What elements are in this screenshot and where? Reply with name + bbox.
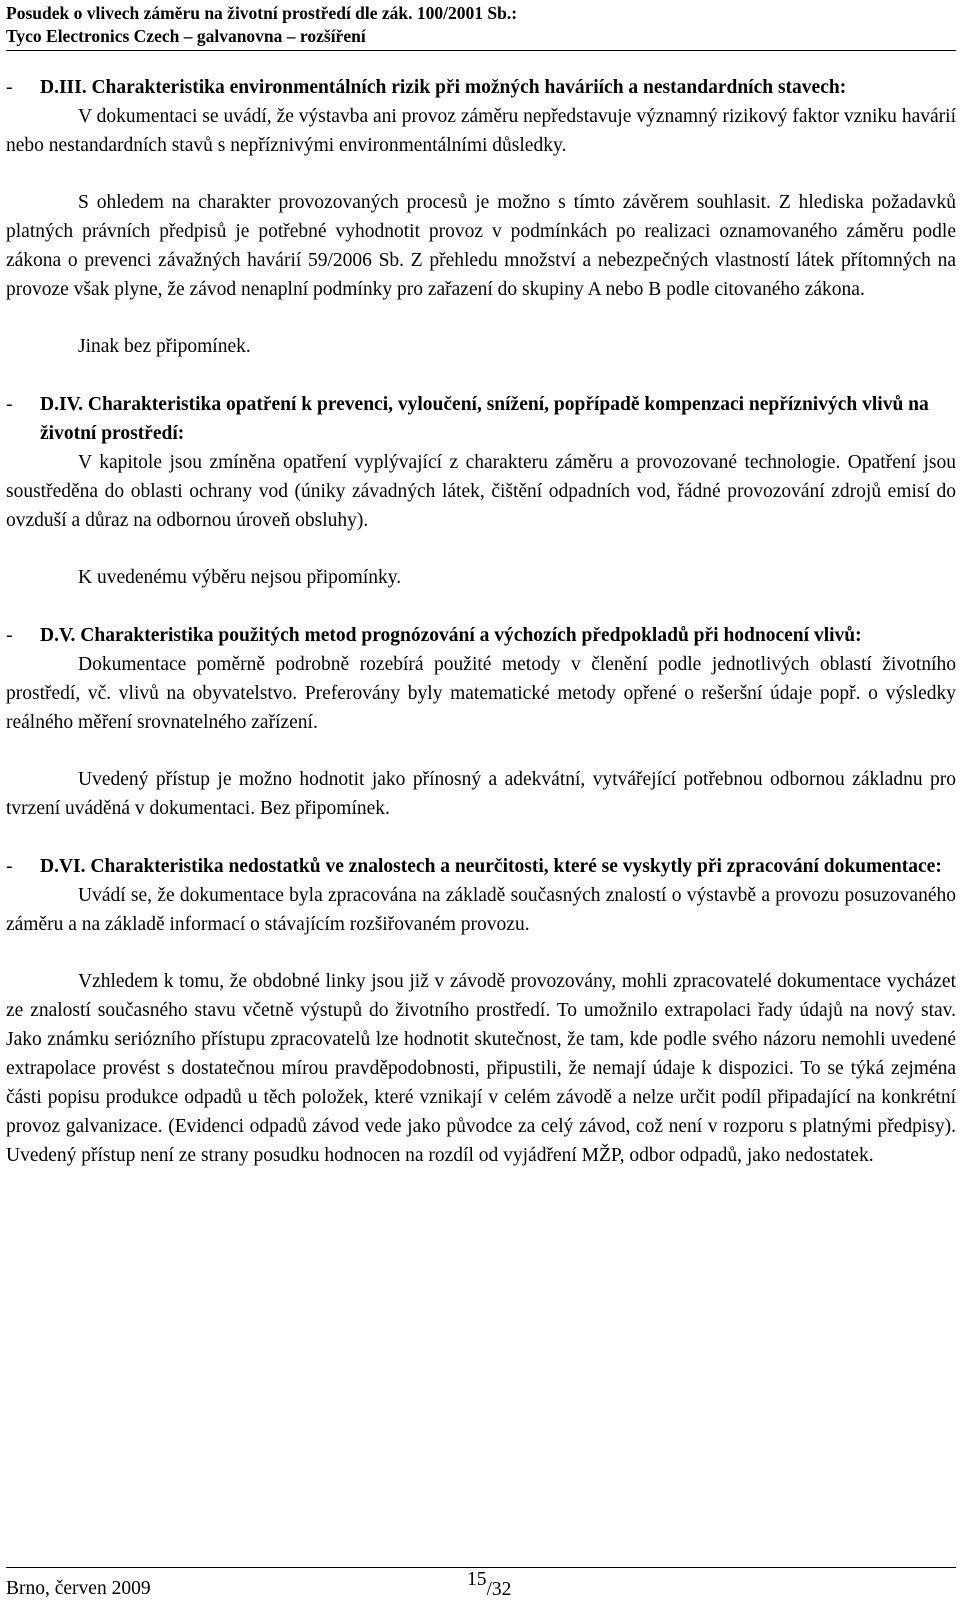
- section-heading: [6, 390, 956, 448]
- section-heading: [6, 73, 956, 102]
- paragraph: Jinak bez připomínek.: [78, 336, 251, 357]
- paragraph: Vzhledem k tomu, že obdobné linky jsou již v závodě provozovány, mohli zpracovatelé dokumentace vycházet ze znalostí současného stavu včetně výstupů do životního prostředí. To umožnilo extrapolaci řady údajů na nový stav. Jako známku seriózního přístupu zpracovatelů lze hodnotit skutečnost, že tam, kde podle svého názoru nemohli uvedené extrapolace provést s dostatečnou mírou pravděpodobnosti, připustili, že nemají údaje k dispozici. To se týká zejména části popisu produkce odpadů u těch položek, které vznikají v celém závodě a nelze určit podíl připadající na konkrétní provoz galvanizace. (Evidenci odpadů závod vede jako původce za celý závod, což není v rozporu s platnými předpisy). Uvedený přístup není ze strany posudku hodnocen na rozdíl od vyjádření MŽP, odbor odpadů, jako nedostatek.: [6, 971, 956, 1166]
- paragraph: V dokumentaci se uvádí, že výstavba ani provoz záměru nepředstavuje významný rizikový faktor vzniku havárií nebo nestandardních stavů s nepříznivými environmentálními důsledky.: [6, 106, 956, 156]
- section-title: D.VI. Charakteristika nedostatků ve znalostech a neurčitosti, které se vyskytly při zpracování dokumentace:: [40, 856, 942, 877]
- footer-place-date: Brno, červen 2009: [6, 1578, 151, 1599]
- section-title: D.V. Charakteristika použitých metod prognózování a výchozích předpokladů při hodnocení vlivů:: [40, 625, 862, 646]
- paragraph: K uvedenému výběru nejsou připomínky.: [78, 567, 402, 588]
- page-footer: [6, 1567, 956, 1618]
- current-page: 15: [467, 1569, 487, 1590]
- list-dash: -: [6, 856, 13, 877]
- paragraph: V kapitole jsou zmíněna opatření vyplývající z charakteru záměru a provozované technologie. Opatření jsou soustředěna do oblasti ochrany vod (úniky závadných látek, čištění odpadních vod, řádné provozování zdrojů emisí do ovzduší a důraz na odbornou úroveň obsluhy).: [6, 452, 956, 531]
- list-dash: -: [6, 77, 13, 98]
- header-title-line1: Posudek o vlivech záměru na životní prostředí dle zák. 100/2001 Sb.:: [6, 3, 518, 23]
- section-d3: [6, 73, 956, 361]
- section-d4: [6, 390, 956, 592]
- list-dash: -: [6, 394, 13, 415]
- total-pages: /32: [486, 1579, 512, 1600]
- paragraph: Uvedený přístup je možno hodnotit jako přínosný a adekvátní, vytvářející potřebnou odbornou základnu pro tvrzení uváděná v dokumentaci. Bez připomínek.: [6, 769, 956, 819]
- section-heading: [6, 852, 956, 881]
- section-title: D.IV. Charakteristika opatření k prevenci, vyloučení, snížení, popřípadě kompenzaci nepříznivých vlivů na životní prostředí:: [40, 394, 929, 444]
- section-title: D.III. Charakteristika environmentálních rizik při možných haváriích a nestandardních stavech:: [40, 77, 847, 98]
- section-d5: [6, 621, 956, 823]
- paragraph: Uvádí se, že dokumentace byla zpracována na základě současných znalostí o výstavbě a provozu posuzovaného záměru a na základě informací o stávajícím rozšiřovaném provozu.: [6, 885, 956, 935]
- section-heading: [6, 621, 956, 650]
- document-body: [6, 73, 956, 1170]
- list-dash: -: [6, 625, 13, 646]
- header-title-line2: Tyco Electronics Czech – galvanovna – rozšíření: [6, 25, 956, 51]
- page-number: [467, 1569, 512, 1600]
- paragraph: Dokumentace poměrně podrobně rozebírá použité metody v členění podle jednotlivých oblastí životního prostředí, vč. vlivů na obyvatelstvo. Preferovány byly matematické metody opřené o rešeršní údaje popř. o výsledky reálného měření srovnatelného zařízení.: [6, 654, 956, 733]
- paragraph: S ohledem na charakter provozovaných procesů je možno s tímto závěrem souhlasit. Z hlediska požadavků platných právních předpisů je potřebné vyhodnotit provoz v podmínkách po realizaci oznamovaného záměru podle zákona o prevenci závažných havárií 59/2006 Sb. Z přehledu množství a nebezpečných vlastností látek přítomných na provoze však plyne, že závod nenaplní podmínky pro zařazení do skupiny A nebo B podle citovaného zákona.: [6, 192, 956, 300]
- page-header: [6, 2, 956, 51]
- section-d6: [6, 852, 956, 1170]
